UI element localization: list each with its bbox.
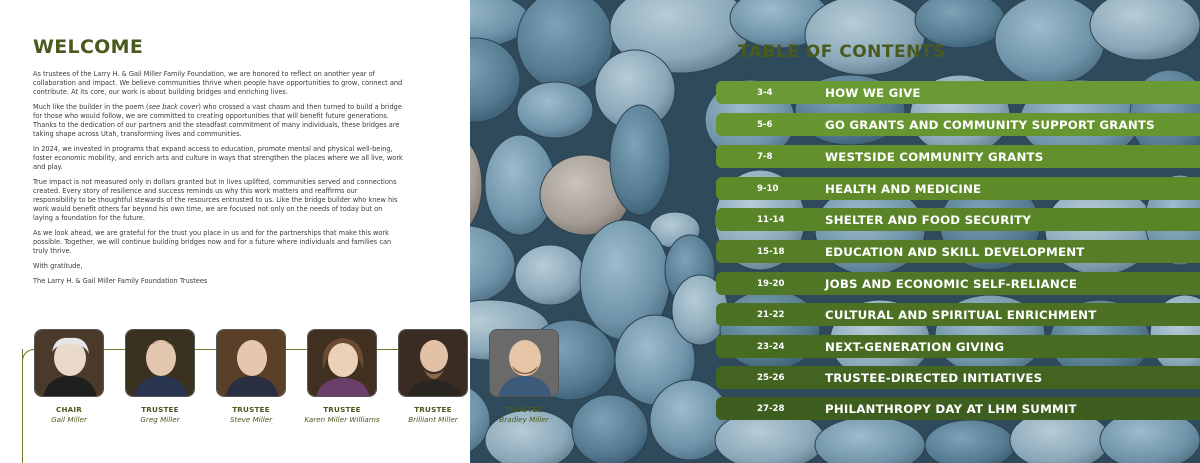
trustee-card	[297, 329, 387, 424]
trustee-photo	[125, 329, 195, 397]
trustee-card	[115, 329, 205, 424]
trustee-role: CHAIR	[55, 405, 83, 414]
trustee-card	[388, 329, 478, 424]
toc-item-label: PHILANTHROPY DAY AT LHM SUMMIT	[825, 401, 1077, 416]
toc-item[interactable]	[716, 208, 1200, 231]
trustee-role: TRUSTEE	[323, 405, 361, 414]
toc-item-pages: 11-14	[757, 214, 785, 225]
trustee-name: Brilliant Miller	[408, 415, 458, 424]
trustee-name: Gail Miller	[51, 415, 87, 424]
toc-item[interactable]	[716, 113, 1200, 136]
toc-title: TABLE OF CONTENTS	[738, 42, 946, 62]
toc-item-pages: 23-24	[757, 341, 785, 352]
toc-item-pages: 3-4	[757, 87, 773, 98]
toc-item-label: WESTSIDE COMMUNITY GRANTS	[825, 149, 1044, 164]
toc-item-pages: 25-26	[757, 372, 785, 383]
toc-item-pages: 27-28	[757, 403, 785, 414]
toc-item-label: HEALTH AND MEDICINE	[825, 181, 982, 196]
toc-item-label: SHELTER AND FOOD SECURITY	[825, 212, 1032, 227]
welcome-paragraph: In 2024, we invested in programs that expand access to education, promote mental and physical well-being, foster economic mobility, and enrich arts and culture in ways that strengthen the places where we all live, work and play.	[33, 145, 403, 171]
trustee-name: Steve Miller	[229, 415, 273, 424]
toc-item[interactable]	[716, 272, 1200, 295]
welcome-letter	[33, 70, 403, 292]
welcome-closing: With gratitude,	[33, 262, 83, 270]
trustee-card	[479, 329, 569, 424]
trustee-role: TRUSTEE	[414, 405, 452, 414]
toc-item-label: HOW WE GIVE	[825, 85, 921, 100]
trustee-role: TRUSTEE	[232, 405, 270, 414]
trustee-card	[206, 329, 296, 424]
welcome-title: WELCOME	[33, 36, 144, 58]
toc-item-pages: 9-10	[757, 183, 779, 194]
welcome-paragraph: True impact is not measured only in dollars granted but in lives uplifted, communities served and connections created. Every story of resilience and success reminds us why this work matters and reaffirms our responsibility to be thoughtful stewards of the resources entrusted to us. Like the bridge builder who knew his work would benefit others far beyond his own time, we are focused not only on the needs of today but on laying a foundation for the future.	[33, 178, 398, 222]
trustee-photo	[216, 329, 286, 397]
toc-item[interactable]	[716, 335, 1200, 358]
toc-item-label: CULTURAL AND SPIRITUAL ENRICHMENT	[825, 307, 1097, 322]
toc-item-pages: 5-6	[757, 119, 773, 130]
toc-item[interactable]	[716, 397, 1200, 420]
welcome-paragraph: As we look ahead, we are grateful for the trust you place in us and for the partnerships that make this work possible. Together, we will continue building bridges now and for a future where individuals and families can truly thrive.	[33, 229, 392, 255]
trustee-photo	[34, 329, 104, 397]
toc-item[interactable]	[716, 177, 1200, 200]
toc-item[interactable]	[716, 240, 1200, 263]
toc-item-pages: 15-18	[757, 246, 785, 257]
trustee-name: Greg Miller	[140, 415, 180, 424]
toc-item-label: NEXT-GENERATION GIVING	[825, 339, 1005, 354]
toc-item-label: JOBS AND ECONOMIC SELF-RELIANCE	[825, 276, 1078, 291]
welcome-paragraph: Much like the builder in the poem (see back cover) who crossed a vast chasm and then turned to build a bridge for those who would follow, we are committed to creating opportunities that will benefit future generations. Thanks to the dedication of our partners and the steadfast commitment of many individuals, these bridges are taking shape across Utah, transforming lives and communities.	[33, 103, 402, 138]
trustee-photo	[307, 329, 377, 397]
toc-item-label: TRUSTEE-DIRECTED INITIATIVES	[825, 370, 1043, 385]
toc-item[interactable]	[716, 81, 1200, 104]
welcome-signature: The Larry H. & Gail Miller Family Foundation Trustees	[33, 277, 208, 285]
toc-item-pages: 21-22	[757, 309, 785, 320]
toc-item[interactable]	[716, 366, 1200, 389]
trustee-role: TRUSTEE	[141, 405, 179, 414]
toc-item-pages: 7-8	[757, 151, 773, 162]
toc-item[interactable]	[716, 145, 1200, 168]
trustee-name: Karen Miller Williams	[304, 415, 380, 424]
welcome-paragraph: As trustees of the Larry H. & Gail Miller Family Foundation, we are honored to reflect on another year of collaboration and impact. We believe communities thrive when people have opportunities to grow, connect and contribute. At its core, our work is about building bridges and enriching lives.	[33, 70, 403, 96]
trustee-photo	[398, 329, 468, 397]
toc-item-label: EDUCATION AND SKILL DEVELOPMENT	[825, 244, 1085, 259]
trustee-photo	[489, 329, 559, 397]
trustee-connector-vertical	[22, 349, 23, 463]
toc-item[interactable]	[716, 303, 1200, 326]
trustee-role: TRUSTEE	[505, 405, 543, 414]
trustee-name: Bradley Miller	[499, 415, 549, 424]
trustee-card	[24, 329, 114, 424]
toc-item-label: GO GRANTS AND COMMUNITY SUPPORT GRANTS	[825, 117, 1155, 132]
toc-item-pages: 19-20	[757, 278, 785, 289]
